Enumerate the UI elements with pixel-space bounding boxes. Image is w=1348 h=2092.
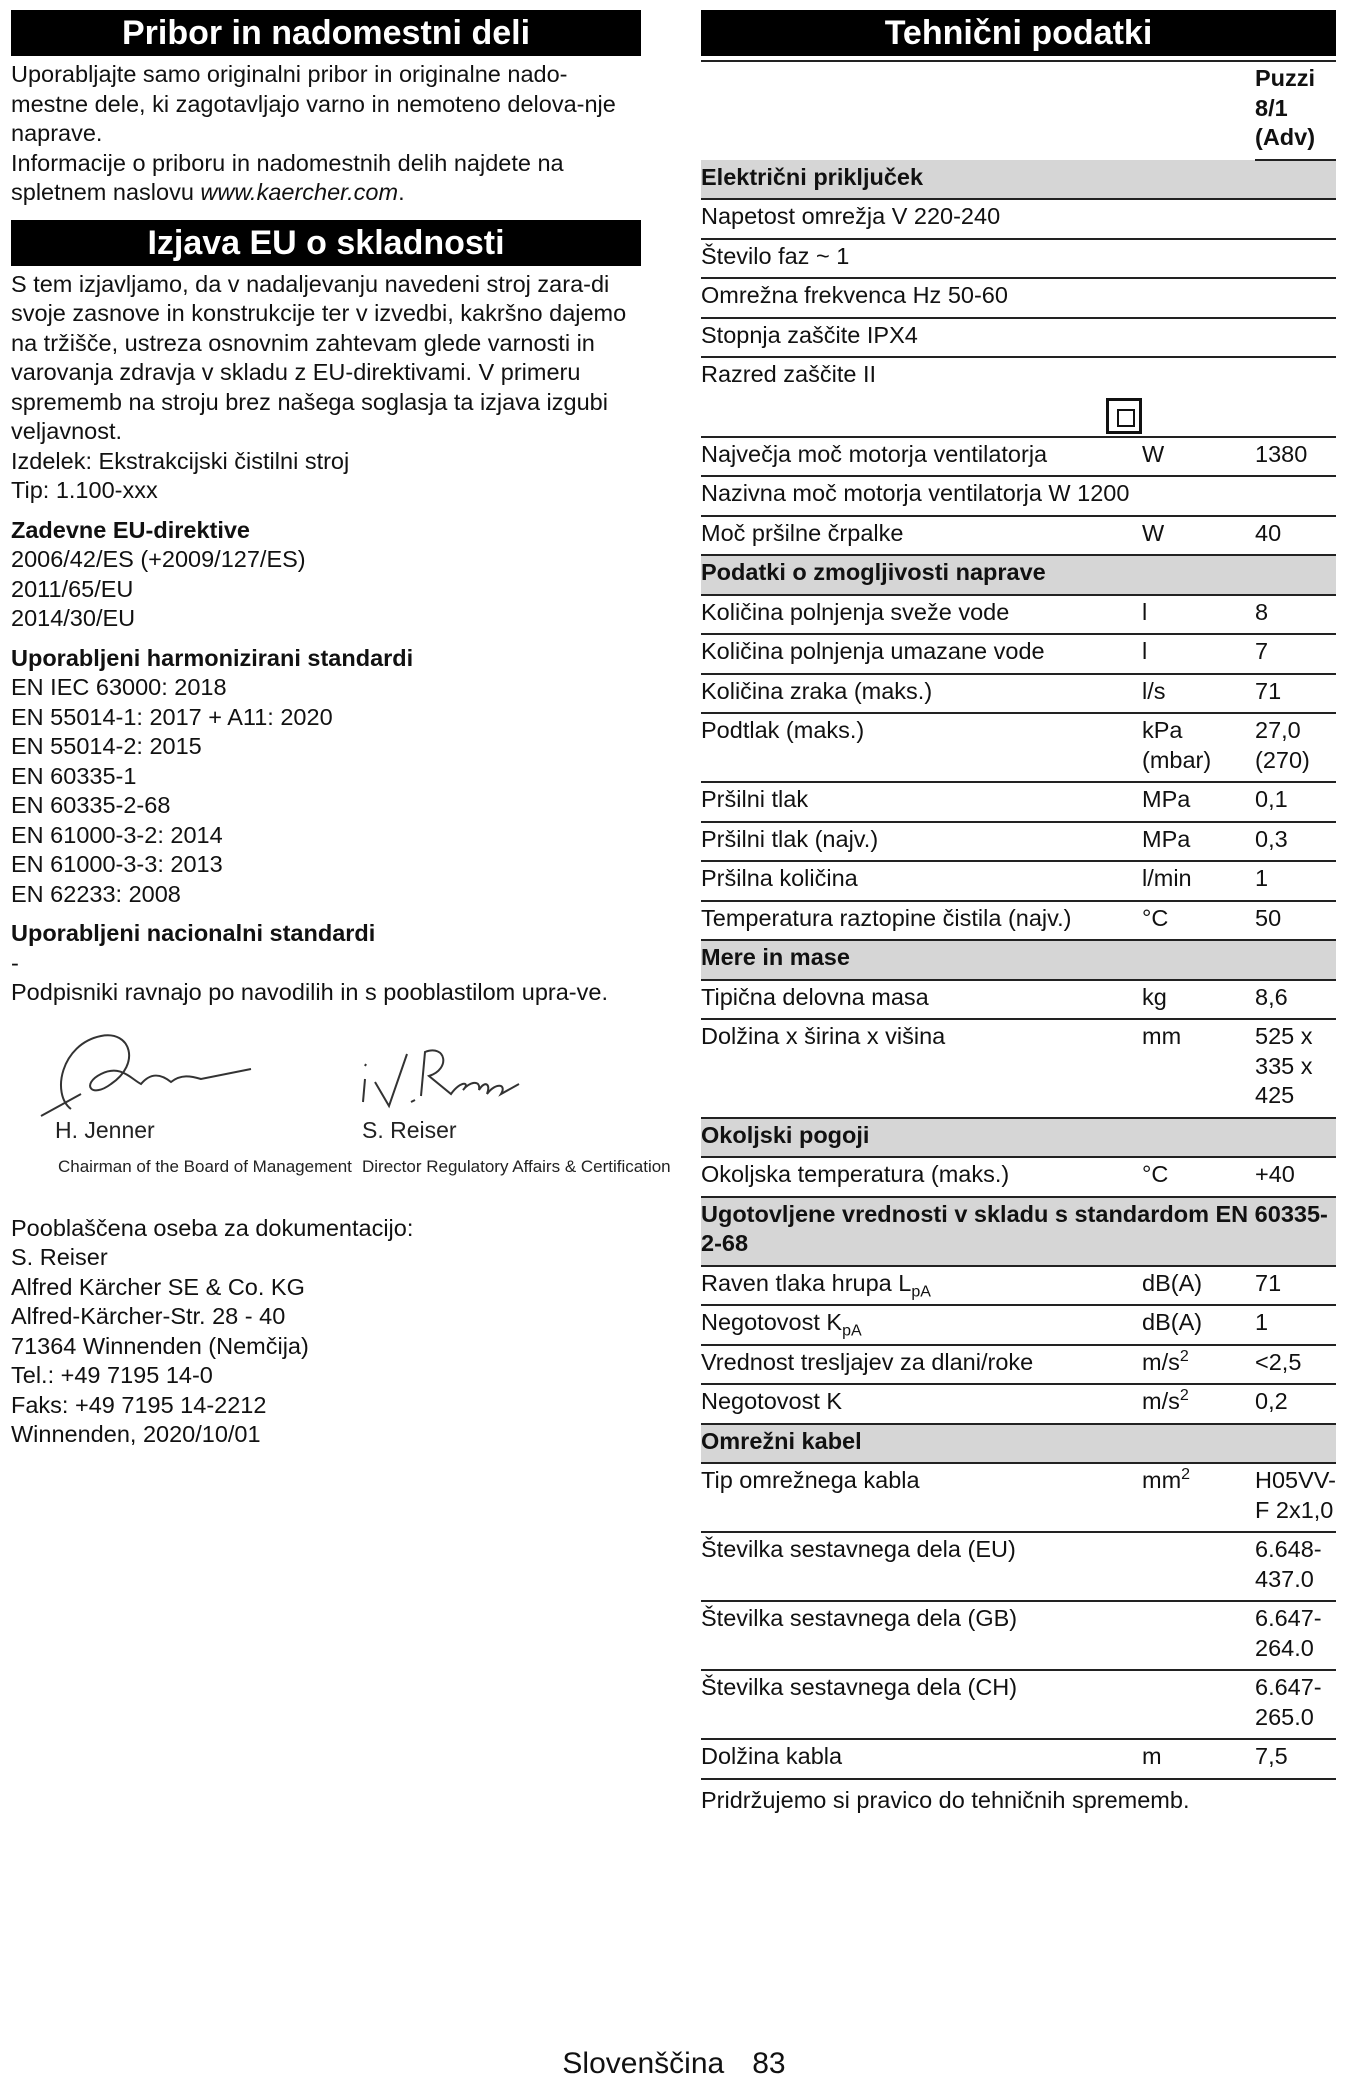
spec-value: 7: [1255, 634, 1336, 674]
spec-label: Temperatura raztopine čistila (najv.): [701, 901, 1142, 941]
spec-label: Napetost omrežja V 220-240: [701, 199, 1142, 239]
spec-section-label: Omrežni kabel: [701, 1424, 1336, 1464]
spec-label: Dolžina x širina x višina: [701, 1019, 1142, 1118]
spec-value: 8,6: [1255, 980, 1336, 1020]
spec-row: [701, 1305, 1336, 1345]
standard-item: EN 61000-3-3: 2013: [11, 851, 223, 877]
spec-label: Stopnja zaščite IPX4: [701, 318, 1142, 358]
spec-value: [1255, 239, 1336, 279]
spec-row: [701, 318, 1336, 358]
page-number: 83: [752, 2047, 786, 2080]
left-column: [11, 10, 671, 1450]
spec-unit: l/min: [1142, 861, 1255, 901]
spec-unit: kPa (mbar): [1142, 713, 1255, 782]
spec-row: [701, 476, 1336, 516]
spec-unit: $m/s^2$: [1142, 1345, 1255, 1385]
address-line: Tel.: +49 7195 14-0: [11, 1362, 213, 1388]
spec-section-label: Mere in mase: [701, 940, 1336, 980]
signature-reiser-title: Director Regulatory Affairs & Certification: [362, 1156, 671, 1176]
spec-label: Številka sestavnega dela (CH): [701, 1670, 1142, 1739]
address-line: Pooblaščena oseba za dokumentacijo:: [11, 1214, 414, 1241]
page-footer: [0, 2047, 1348, 2081]
standard-item: EN 55014-2: 2015: [11, 733, 202, 759]
spec-label: Moč pršilne črpalke: [701, 516, 1142, 556]
spec-row: [701, 1532, 1336, 1601]
harmonized-list: [11, 673, 641, 909]
signatories-note: Podpisniki ravnajo po navodilih in s pooblastilom upra-ve.: [11, 979, 608, 1005]
spec-unit: [1142, 357, 1255, 437]
spec-row: [701, 1266, 1336, 1306]
spec-value: 40: [1255, 516, 1336, 556]
eu-declaration-paragraph: S tem izjavljamo, da v nadaljevanju navedeni stroj zara-di svoje zasnove in konstrukcije ter v izvedbi, kakršno dajemo na tržišče, ustreza osnovnim zahtevam glede varnosti in varovanja zdravja v skladu z EU-direktivami. V primeru sprememb na stroju brez našega soglasja ta izjava izgubi veljavnost.: [11, 270, 627, 444]
spec-unit: l/s: [1142, 674, 1255, 714]
spec-value: 8: [1255, 595, 1336, 635]
accessories-title: Pribor in nadomestni deli: [11, 10, 641, 56]
standard-item: EN 62233: 2008: [11, 880, 181, 907]
spec-row: [701, 1345, 1336, 1385]
tech-data-title: Tehnični podatki: [701, 10, 1336, 56]
spec-unit: dB(A): [1142, 1305, 1255, 1345]
spec-label: Število faz ~ 1: [701, 239, 1142, 279]
spec-label: Razred zaščite II: [701, 357, 1142, 437]
spec-label: Številka sestavnega dela (EU): [701, 1532, 1142, 1601]
standard-item: EN 60335-2-68: [11, 792, 171, 818]
spec-value: 6.647-265.0: [1255, 1670, 1336, 1739]
address-line: S. Reiser: [11, 1244, 108, 1270]
directive-item: 2006/42/ES (+2009/127/ES): [11, 546, 306, 572]
national-value: -: [11, 949, 19, 976]
spec-value: [1255, 278, 1336, 318]
spec-value: +40: [1255, 1157, 1336, 1197]
spec-unit: [1142, 1670, 1255, 1739]
spec-section-header: [701, 1424, 1336, 1464]
spec-row: [701, 980, 1336, 1020]
spec-section-header: [701, 940, 1336, 980]
spec-value: 1: [1255, 1305, 1336, 1345]
spec-label: Tipična delovna masa: [701, 980, 1142, 1020]
tech-note: Pridržujemo si pravico do tehničnih sprememb.: [701, 1786, 1190, 1813]
spec-unit: mm: [1142, 1019, 1255, 1118]
spec-row: [701, 1157, 1336, 1197]
signature-jenner: [21, 1024, 352, 1176]
spec-section-label: Električni priključek: [701, 160, 1336, 200]
address-line: Winnenden, 2020/10/01: [11, 1421, 261, 1447]
spec-label: Tip omrežnega kabla: [701, 1463, 1142, 1532]
spec-label: Omrežna frekvenca Hz 50-60: [701, 278, 1142, 318]
spec-row: [701, 901, 1336, 941]
directive-item: 2011/65/EU: [11, 575, 134, 602]
signature-jenner-title: Chairman of the Board of Management: [58, 1156, 352, 1176]
standard-item: EN 61000-3-2: 2014: [11, 821, 223, 848]
spec-row: [701, 199, 1336, 239]
spec-label: Pršilni tlak (najv.): [701, 822, 1142, 862]
spec-label: Nazivna moč motorja ventilatorja W 1200: [701, 476, 1142, 516]
spec-row: [701, 861, 1336, 901]
spec-value: 71: [1255, 674, 1336, 714]
spec-value: [1255, 357, 1336, 437]
spec-unit: W: [1142, 437, 1255, 477]
address-block: [11, 1214, 641, 1450]
spec-label: Dolžina kabla: [701, 1739, 1142, 1779]
spec-value: [1255, 199, 1336, 239]
tech-data-table: [701, 60, 1336, 1780]
spec-label: Raven tlaka hrupa $L_{pA}$: [701, 1266, 1142, 1306]
standard-item: EN 60335-1: [11, 762, 137, 789]
spec-label: Največja moč motorja ventilatorja: [701, 437, 1142, 477]
spec-row: [701, 1670, 1336, 1739]
spec-label: Vrednost tresljajev za dlani/roke: [701, 1345, 1142, 1385]
spec-row: [701, 1739, 1336, 1779]
spec-row: [701, 713, 1336, 782]
signature-area: [11, 1024, 671, 1214]
spec-row: [701, 1463, 1336, 1532]
spec-value: 0,1: [1255, 782, 1336, 822]
spec-label: Količina polnjenja sveže vode: [701, 595, 1142, 635]
spec-unit: $m/s^2$: [1142, 1384, 1255, 1424]
spec-label: Okoljska temperatura (maks.): [701, 1157, 1142, 1197]
spec-unit: [1142, 318, 1255, 358]
signature-jenner-name: H. Jenner: [55, 1116, 155, 1143]
spec-section-header: [701, 1197, 1336, 1266]
spec-unit: [1142, 1601, 1255, 1670]
spec-unit: l: [1142, 634, 1255, 674]
spec-unit: dB(A): [1142, 1266, 1255, 1306]
spec-row: [701, 782, 1336, 822]
address-line: Alfred-Kärcher-Str. 28 - 40: [11, 1303, 286, 1329]
spec-label: Pršilni tlak: [701, 782, 1142, 822]
spec-section-header: [701, 555, 1336, 595]
spec-unit: kg: [1142, 980, 1255, 1020]
spec-row: [701, 822, 1336, 862]
national-heading: Uporabljeni nacionalni standardi: [11, 920, 376, 946]
spec-label: Količina zraka (maks.): [701, 674, 1142, 714]
spec-unit: [1142, 199, 1255, 239]
directives-list: [11, 545, 641, 634]
spec-label: Pršilna količina: [701, 861, 1142, 901]
spec-value: [1255, 476, 1336, 516]
spec-value: H05VV-F 2x1,0: [1255, 1463, 1336, 1532]
standard-item: EN 55014-1: 2017 + A11: 2020: [11, 703, 333, 730]
eu-declaration-title: Izjava EU o skladnosti: [11, 220, 641, 266]
spec-unit: l: [1142, 595, 1255, 635]
spec-row: [701, 437, 1336, 477]
spec-row: [701, 357, 1336, 437]
spec-unit: [1142, 476, 1255, 516]
harmonized-heading: Uporabljeni harmonizirani standardi: [11, 644, 414, 671]
spec-row: [701, 674, 1336, 714]
directives-heading: Zadevne EU-direktive: [11, 516, 251, 543]
right-column: [701, 10, 1336, 1815]
protection-class-ii-icon: [1106, 398, 1142, 434]
spec-unit: MPa: [1142, 782, 1255, 822]
accessories-paragraph-1: Uporabljajte samo originalni pribor in originalne nado-mestne dele, ki zagotavljajo varno in nemoteno delova-nje naprave.: [11, 61, 616, 146]
spec-label: Podtlak (maks.): [701, 713, 1142, 782]
tech-data-header-row: [701, 61, 1336, 160]
address-line: Alfred Kärcher SE & Co. KG: [11, 1273, 305, 1300]
spec-value: 0,2: [1255, 1384, 1336, 1424]
spec-row: [701, 239, 1336, 279]
spec-unit: W: [1142, 516, 1255, 556]
spec-section-header: [701, 1118, 1336, 1158]
spec-unit: m: [1142, 1739, 1255, 1779]
spec-value: 50: [1255, 901, 1336, 941]
spec-row: [701, 1019, 1336, 1118]
spec-unit: °C: [1142, 1157, 1255, 1197]
model-header: Puzzi 8/1 (Adv): [1255, 61, 1336, 160]
signature-jenner-scribble: [21, 1024, 261, 1124]
spec-row: [701, 516, 1336, 556]
spec-unit: [1142, 239, 1255, 279]
spec-section-header: [701, 160, 1336, 200]
address-line: Faks: +49 7195 14-2212: [11, 1391, 267, 1418]
type-line: Tip: 1.100-xxx: [11, 477, 158, 503]
spec-label: Negotovost K: [701, 1384, 1142, 1424]
spec-value: 525 x 335 x 425: [1255, 1019, 1336, 1118]
spec-row: [701, 278, 1336, 318]
address-line: 71364 Winnenden (Nemčija): [11, 1332, 309, 1359]
spec-section-label: Ugotovljene vrednosti v skladu s standardom EN 60335-2-68: [701, 1197, 1336, 1266]
spec-value: 0,3: [1255, 822, 1336, 862]
spec-value: 27,0 (270): [1255, 713, 1336, 782]
signature-reiser-scribble: [351, 1024, 531, 1114]
kaercher-link[interactable]: www.kaercher.com: [200, 179, 399, 205]
spec-row: [701, 634, 1336, 674]
signature-reiser: [351, 1024, 671, 1176]
spec-value: 1: [1255, 861, 1336, 901]
spec-label: Količina polnjenja umazane vode: [701, 634, 1142, 674]
directive-item: 2014/30/EU: [11, 605, 136, 631]
spec-label: Številka sestavnega dela (GB): [701, 1601, 1142, 1670]
signature-reiser-name: S. Reiser: [362, 1116, 457, 1143]
footer-language: Slovenščina: [562, 2047, 725, 2080]
spec-unit: [1142, 278, 1255, 318]
spec-row: [701, 1384, 1336, 1424]
spec-value: 1380: [1255, 437, 1336, 477]
product-line: Izdelek: Ekstrakcijski čistilni stroj: [11, 447, 350, 474]
spec-value: 6.647-264.0: [1255, 1601, 1336, 1670]
spec-unit: [1142, 1532, 1255, 1601]
standard-item: EN IEC 63000: 2018: [11, 674, 227, 700]
accessories-paragraph-2: Informacije o priboru in nadomestnih delih najdete na spletnem naslovu www.kaercher.com.: [11, 149, 564, 205]
spec-value: 7,5: [1255, 1739, 1336, 1779]
spec-value: <2,5: [1255, 1345, 1336, 1385]
spec-value: 6.648-437.0: [1255, 1532, 1336, 1601]
spec-value: 71: [1255, 1266, 1336, 1306]
spec-row: [701, 595, 1336, 635]
spec-section-label: Okoljski pogoji: [701, 1118, 1336, 1158]
spec-section-label: Podatki o zmogljivosti naprave: [701, 555, 1336, 595]
spec-unit: $mm^2$: [1142, 1463, 1255, 1532]
spec-unit: °C: [1142, 901, 1255, 941]
spec-unit: MPa: [1142, 822, 1255, 862]
spec-label: Negotovost $K_{pA}$: [701, 1305, 1142, 1345]
spec-row: [701, 1601, 1336, 1670]
spec-value: [1255, 318, 1336, 358]
